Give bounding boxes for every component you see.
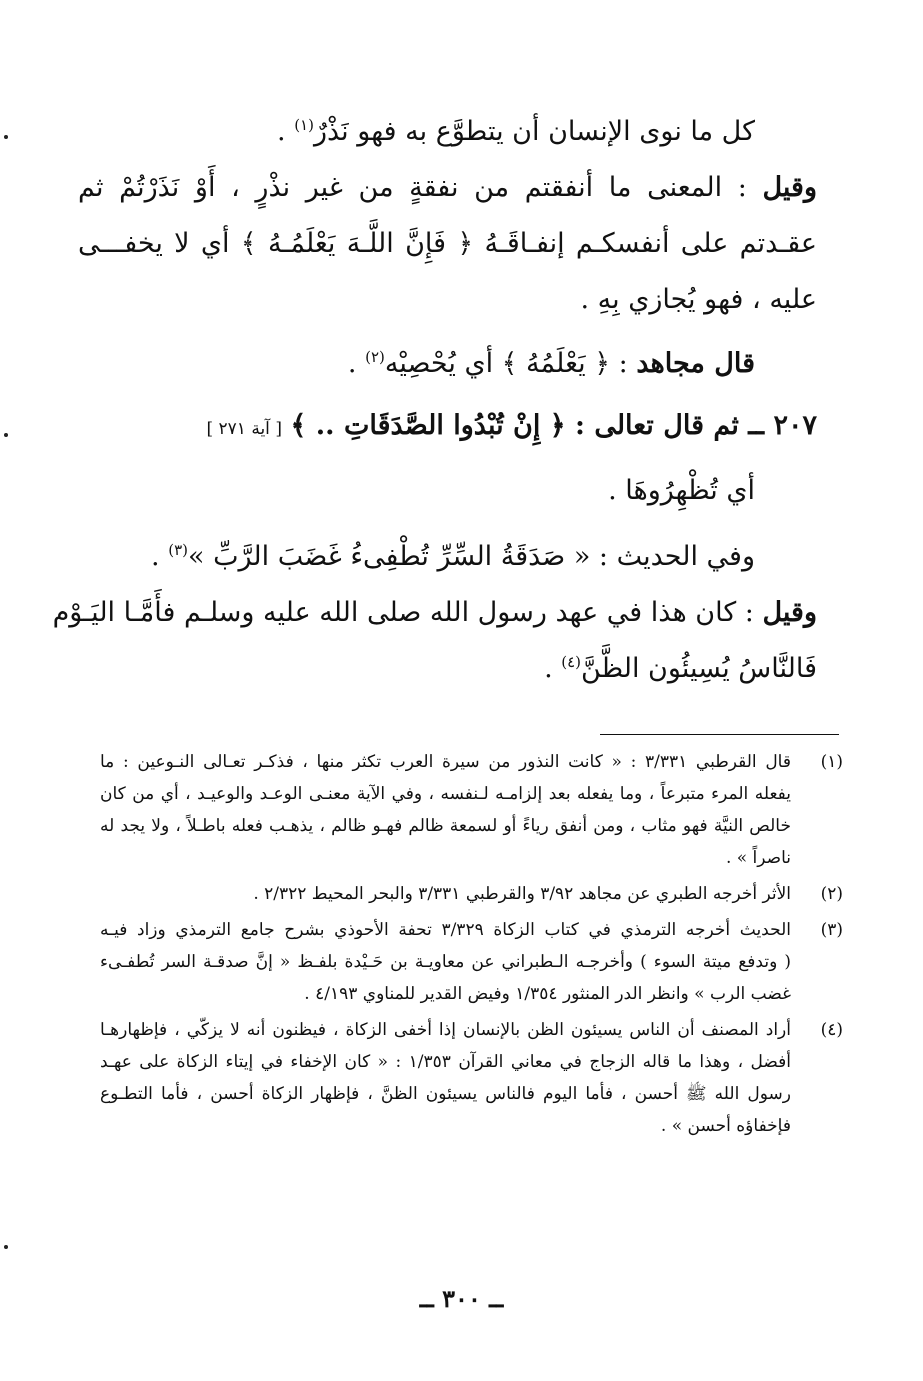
footnote-line: ( وتدفع ميتة السوء ) وأخرجـه الـطبراني عن معاويـة بن حَـيْدة بلفـظ « إنَّ صدقـة السر تُطفـىء xyxy=(100,952,791,972)
footnote-line: يفعله المرء متبرعاً ، وما يفعله بعد إلزامـه لـنفسه ، وفي الآية معنـى الوعـد والوعيـد ، أي من كان xyxy=(100,784,791,804)
footnote-line: غضب الرب » وانظر الدر المنثور ١/٣٥٤ وفيض القدير للمناوي ٤/١٩٣ . xyxy=(304,984,791,1004)
footnote-number: (١) xyxy=(820,752,843,772)
footnote-ref-2: (٢) xyxy=(365,348,385,366)
footnote-line: فإخفاؤه أحسن » . xyxy=(660,1116,791,1136)
footnote-2 xyxy=(100,878,843,910)
page-number: ــ ٣٠٠ ــ xyxy=(419,1284,504,1313)
footnote-line: قال القرطبي ٣/٣٣١ : « كانت النذور من سيرة العرب تكثر منها ، فذكـر تعـالى النـوعين : ما xyxy=(100,752,791,772)
footnote-line: خالص النيَّة فهو مثاب ، ومن أنفق رياءً أو لسمعة ظالم فهـو ظالم ، يذهـب فعله باطـلاً ، ولا يجد له xyxy=(100,816,791,836)
footnote-line: أفضل ، وهذا ما قاله الزجاج في معاني القرآن ١/٣٥٣ : « كان الإخفاء في إيتاء الزكاة على عهـد xyxy=(100,1052,791,1072)
main-line-1-text: كل ما نوى الإنسان أن يتطوَّع به فهو نَذْرٌ xyxy=(313,116,755,147)
main-line-7-text: أي تُظْهِرُوهَا . xyxy=(608,475,755,506)
footnote-line: رسول الله ﷺ أحسن ، فأما اليوم فالناس يسيئون الظنَّ ، فإظهار الزكاة أحسن ، فأما التطـوع xyxy=(100,1084,791,1104)
footnote-line: ناصراً » . xyxy=(725,848,791,868)
main-line-10 xyxy=(78,641,817,697)
main-line-1 xyxy=(78,104,755,160)
main-line-8 xyxy=(78,529,755,585)
main-line-9-text: : كان هذا في عهد رسول الله صلى الله عليه وسلـم فأَمَّـا اليَـوْم xyxy=(52,597,754,628)
left-edge-mark-top xyxy=(4,135,8,139)
footnote-line: الأثر أخرجه الطبري عن مجاهد ٣/٩٢ والقرطبي ٣/٣٣١ والبحر المحيط ٢/٣٢٢ . xyxy=(253,884,791,904)
main-text xyxy=(52,104,817,697)
period: . xyxy=(277,116,286,147)
main-line-4 xyxy=(78,272,817,328)
footnote-ref-4: (٤) xyxy=(561,653,582,671)
main-line-5-text: : ﴿ يَعْلَمُهُ ﴾ أي يُحْصِيْه xyxy=(384,348,628,379)
footnote-line: أراد المصنف أن الناس يسيئون الظن بالإنسان إذا أخفى الزكاة ، فيظنون أنه لا يزكّي ، فإظهارهـا xyxy=(100,1020,791,1040)
footnote-number: (٢) xyxy=(820,884,843,904)
hadith-text: وفي الحديث : « صَدَقَةُ السِّرِّ تُطْفِىءُ غَضَبَ الرَّبِّ » xyxy=(188,541,755,572)
footnote-3 xyxy=(100,914,843,1010)
left-edge-mark-bottom xyxy=(4,1245,8,1249)
main-line-6 xyxy=(78,398,817,457)
period: . xyxy=(151,541,160,572)
footnote-divider xyxy=(600,734,839,735)
qila-heading: وقيل xyxy=(762,172,817,203)
main-line-3-text: عقـدتم على أنفسكـم إنفـاقَـهُ ﴿ فَإِنَّ اللَّـهَ يَعْلَمُـهُ ﴾ أي لا يخفـــى xyxy=(78,228,817,259)
footnote-number: (٣) xyxy=(820,920,843,940)
footnote-1 xyxy=(100,746,843,874)
mujahid-heading: قال مجاهد xyxy=(636,348,755,379)
main-line-4-text: عليه ، فهو يُجازي بِهِ . xyxy=(580,284,817,315)
left-edge-mark-middle xyxy=(4,433,8,437)
footnote-number: (٤) xyxy=(820,1020,843,1040)
ayah-ref: [ آية ٢٧١ ] xyxy=(206,419,282,439)
footnote-ref-3: (٣) xyxy=(168,541,188,559)
footnote-ref-1: (١) xyxy=(294,116,314,134)
main-line-9 xyxy=(52,585,817,641)
footnote-4 xyxy=(100,1014,843,1142)
period: . xyxy=(347,348,357,379)
main-line-10-text: فَالنَّاسُ يُسِيئُون الظَّنَّ xyxy=(581,653,817,684)
verse-heading: ٢٠٧ ــ ثم قال تعالى : ﴿ إِنْ تُبْدُوا الصَّدَقَاتِ .. ﴾ xyxy=(290,410,817,441)
main-line-3 xyxy=(78,216,817,272)
period: . xyxy=(544,653,553,684)
qila-heading-2: وقيل xyxy=(762,597,817,628)
main-line-7 xyxy=(78,463,755,519)
main-line-2-text: : المعنى ما أنفقتم من نفقةٍ من غير نذْرٍ ، أَوْ نَذَرْتُمْ ثم xyxy=(78,172,747,203)
main-line-2 xyxy=(78,160,817,216)
footnote-line: الحديث أخرجه الترمذي في كتاب الزكاة ٣/٣٢٩ تحفة الأحوذي بشرح جامع الترمذي وزاد فيـه xyxy=(100,920,791,940)
footnotes xyxy=(100,746,843,1146)
main-line-5 xyxy=(78,336,755,392)
